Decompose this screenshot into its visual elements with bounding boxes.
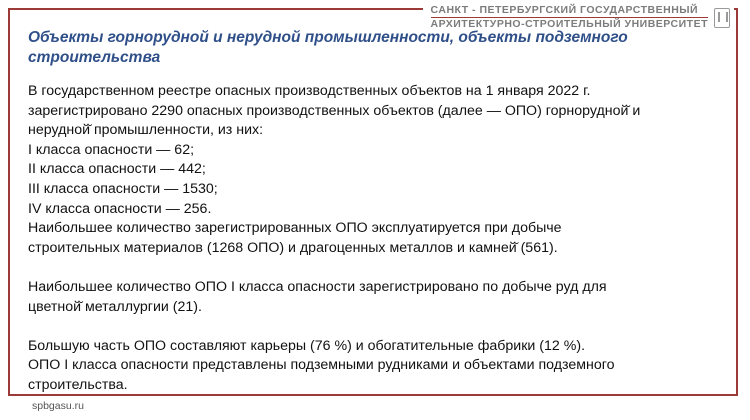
hazard-class-2: II класса опасности — 442; — [28, 161, 206, 178]
body-line: нерудной̆ промышленности, из них: — [28, 122, 264, 139]
paragraph-gap — [28, 258, 718, 278]
body-line: строительства. — [28, 376, 128, 393]
university-header — [423, 4, 734, 31]
university-name-line2: АРХИТЕКТУРНО-СТРОИТЕЛЬНЫЙ УНИВЕРСИТЕТ — [430, 18, 708, 30]
footer-site: spbgasu.ru — [32, 400, 84, 412]
body-line: зарегистрировано 2290 опасных производственных объектов (далее — ОПО) горнорудной̆ и — [28, 102, 641, 119]
body-line: Наибольшее количество ОПО I класса опасности зарегистрировано по добыче руд для — [28, 278, 607, 295]
paragraph-gap — [28, 317, 718, 337]
university-name-line1: САНКТ - ПЕТЕРБУРГСКИЙ ГОСУДАРСТВЕННЫЙ — [430, 4, 699, 16]
slide-title: Объекты горнорудной и нерудной промышленности, объекты подземного строительства — [28, 29, 628, 66]
body-line: В государственном реестре опасных производственных объектов на 1 января 2022 г. — [28, 83, 591, 99]
body-line: ОПО I класса опасности представлены подземными рудниками и объектами подземного — [28, 357, 615, 374]
university-name — [431, 4, 708, 31]
body-line: строительных материалов (1268 ОПО) и драгоценных металлов и камней̆ (561). — [28, 239, 558, 256]
body-line: Большую часть ОПО составляют карьеры (76 %) и обогатительные фабрики (12 %). — [28, 337, 586, 354]
slide-body — [28, 82, 718, 396]
hazard-class-1: I класса опасности — 62; — [28, 141, 195, 158]
body-line: цветной̆ металлургии (21). — [28, 298, 202, 315]
hazard-class-4: IV класса опасности — 256. — [28, 200, 212, 217]
university-logo-icon — [714, 8, 730, 28]
hazard-class-3: III класса опасности — 1530; — [28, 180, 218, 197]
body-line: Наибольшее количество зарегистрированных ОПО эксплуатируется при добыче — [28, 220, 562, 237]
